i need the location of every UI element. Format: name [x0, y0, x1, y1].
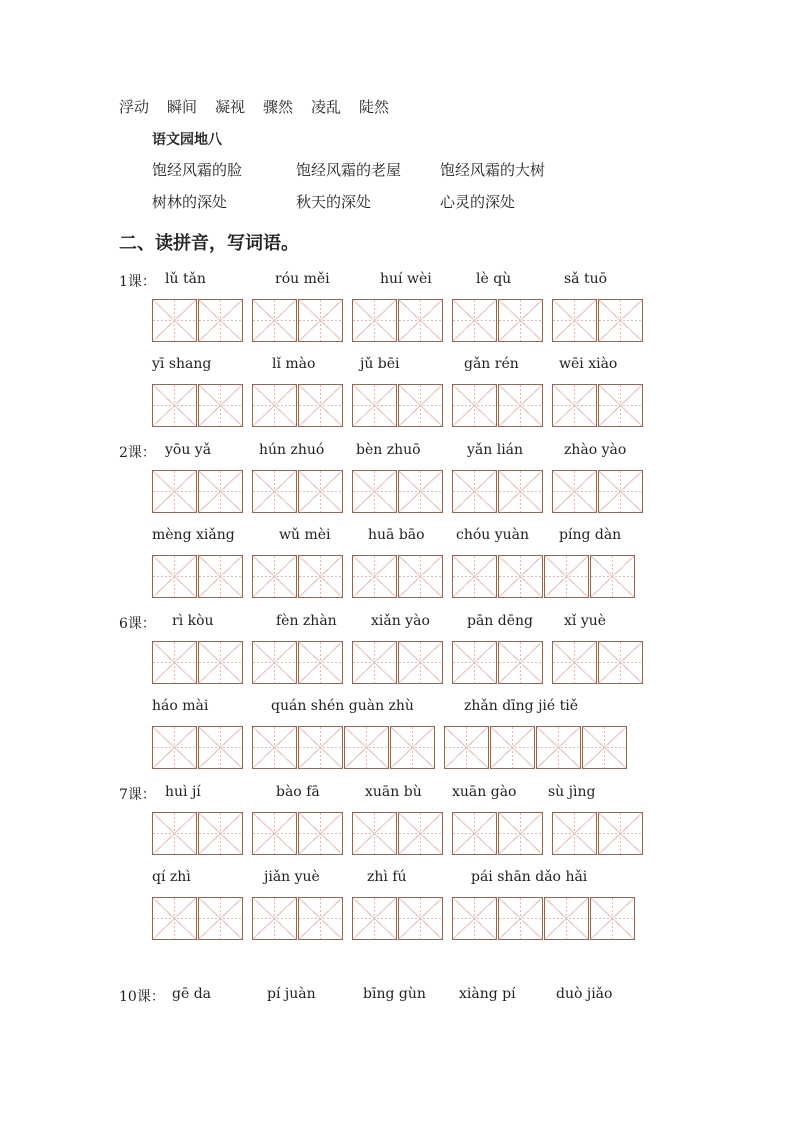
- writing-grid[interactable]: [252, 555, 343, 598]
- top-word: 凝视: [215, 98, 246, 116]
- writing-grid[interactable]: [444, 726, 627, 769]
- pinyin: zhào yào: [564, 442, 627, 458]
- pinyin: gǎn rén: [464, 356, 519, 372]
- writing-grid[interactable]: [452, 641, 543, 684]
- pinyin: wēi xiào: [559, 356, 618, 372]
- pinyin: pí juàn: [267, 986, 316, 1002]
- writing-grid[interactable]: [152, 726, 243, 769]
- pinyin: jiǎn yuè: [264, 869, 320, 885]
- pinyin: bèn zhuō: [356, 442, 421, 458]
- pinyin: jǔ bēi: [360, 356, 400, 372]
- pinyin: xǐ yuè: [564, 613, 607, 629]
- writing-grid[interactable]: [352, 299, 443, 342]
- writing-grid[interactable]: [552, 299, 643, 342]
- writing-grid[interactable]: [452, 812, 543, 855]
- yuanwen-title: 语文园地八: [152, 132, 222, 148]
- writing-grid[interactable]: [152, 812, 243, 855]
- writing-grid[interactable]: [352, 641, 443, 684]
- phrase: 饱经风霜的大树: [440, 161, 546, 179]
- top-word: 凌乱: [311, 98, 342, 116]
- writing-grid[interactable]: [352, 555, 443, 598]
- pinyin: hún zhuó: [259, 442, 325, 458]
- pinyin: háo mài: [152, 698, 209, 714]
- writing-grid[interactable]: [252, 299, 343, 342]
- writing-grid[interactable]: [452, 555, 635, 598]
- pinyin: pái shān dǎo hǎi: [471, 869, 588, 885]
- pinyin: gē da: [172, 986, 212, 1002]
- pinyin: qí zhì: [152, 869, 191, 885]
- pinyin: lè qù: [476, 271, 512, 287]
- pinyin: bào fā: [276, 784, 320, 800]
- pinyin: huí wèi: [380, 271, 432, 287]
- pinyin: quán shén guàn zhù: [271, 698, 414, 714]
- writing-grid[interactable]: [252, 470, 343, 513]
- lesson-label: 2课：: [119, 445, 156, 461]
- writing-grid[interactable]: [552, 470, 643, 513]
- top-word: 瞬间: [167, 98, 198, 116]
- pinyin: huā bāo: [368, 527, 425, 543]
- top-word: 骤然: [263, 98, 294, 116]
- top-word: 浮动: [119, 98, 150, 116]
- writing-grid[interactable]: [452, 299, 543, 342]
- pinyin: duò jiǎo: [556, 986, 613, 1002]
- writing-grid[interactable]: [152, 897, 243, 940]
- phrase: 秋天的深处: [296, 193, 372, 211]
- pinyin: xuān bù: [365, 784, 422, 800]
- writing-grid[interactable]: [152, 470, 243, 513]
- writing-grid[interactable]: [252, 641, 343, 684]
- pinyin: xiàng pí: [459, 986, 516, 1002]
- pinyin: fèn zhàn: [276, 613, 337, 629]
- writing-grid[interactable]: [552, 812, 643, 855]
- writing-grid[interactable]: [452, 470, 543, 513]
- writing-grid[interactable]: [252, 384, 343, 427]
- writing-grid[interactable]: [352, 470, 443, 513]
- writing-grid[interactable]: [252, 812, 343, 855]
- pinyin: wǔ mèi: [279, 527, 331, 543]
- lesson-label: 6课：: [119, 616, 156, 632]
- writing-grid[interactable]: [252, 726, 435, 769]
- top-word: 陡然: [359, 98, 390, 116]
- pinyin: zhǎn dīng jié tiě: [464, 698, 579, 714]
- writing-grid[interactable]: [352, 384, 443, 427]
- pinyin: sǎ tuō: [564, 271, 608, 287]
- pinyin: yǎn lián: [467, 442, 524, 458]
- pinyin: xuān gào: [452, 784, 517, 800]
- pinyin: chóu yuàn: [456, 527, 530, 543]
- pinyin: huì jí: [165, 784, 201, 800]
- writing-grid[interactable]: [152, 384, 243, 427]
- pinyin: lǐ mào: [272, 356, 316, 372]
- phrase: 饱经风霜的老屋: [296, 161, 402, 179]
- pinyin: róu měi: [275, 271, 330, 287]
- writing-grid[interactable]: [452, 384, 543, 427]
- pinyin: píng dàn: [559, 527, 622, 543]
- pinyin: lǔ tǎn: [165, 271, 206, 287]
- writing-grid[interactable]: [452, 897, 635, 940]
- pinyin: yōu yǎ: [165, 442, 212, 458]
- pinyin: pān dēng: [467, 613, 534, 629]
- pinyin: sù jìng: [548, 784, 596, 800]
- pinyin: yī shang: [152, 356, 212, 372]
- phrase: 饱经风霜的脸: [152, 161, 243, 179]
- pinyin: xiǎn yào: [371, 613, 430, 629]
- lesson-label: 1课：: [119, 274, 156, 290]
- lesson-label: 7课：: [119, 787, 156, 803]
- pinyin: mèng xiǎng: [152, 527, 235, 543]
- writing-grid[interactable]: [552, 384, 643, 427]
- writing-grid[interactable]: [152, 299, 243, 342]
- phrase: 树林的深处: [152, 193, 228, 211]
- writing-grid[interactable]: [152, 641, 243, 684]
- pinyin: rì kòu: [172, 613, 214, 629]
- pinyin: bīng gùn: [363, 986, 426, 1002]
- lesson-label: 10课：: [119, 989, 165, 1005]
- writing-grid[interactable]: [552, 641, 643, 684]
- writing-grid[interactable]: [252, 897, 343, 940]
- phrase: 心灵的深处: [440, 193, 516, 211]
- section-title: 二、读拼音，写词语。: [119, 233, 299, 254]
- pinyin: zhì fú: [367, 869, 407, 885]
- writing-grid[interactable]: [352, 897, 443, 940]
- writing-grid[interactable]: [152, 555, 243, 598]
- writing-grid[interactable]: [352, 812, 443, 855]
